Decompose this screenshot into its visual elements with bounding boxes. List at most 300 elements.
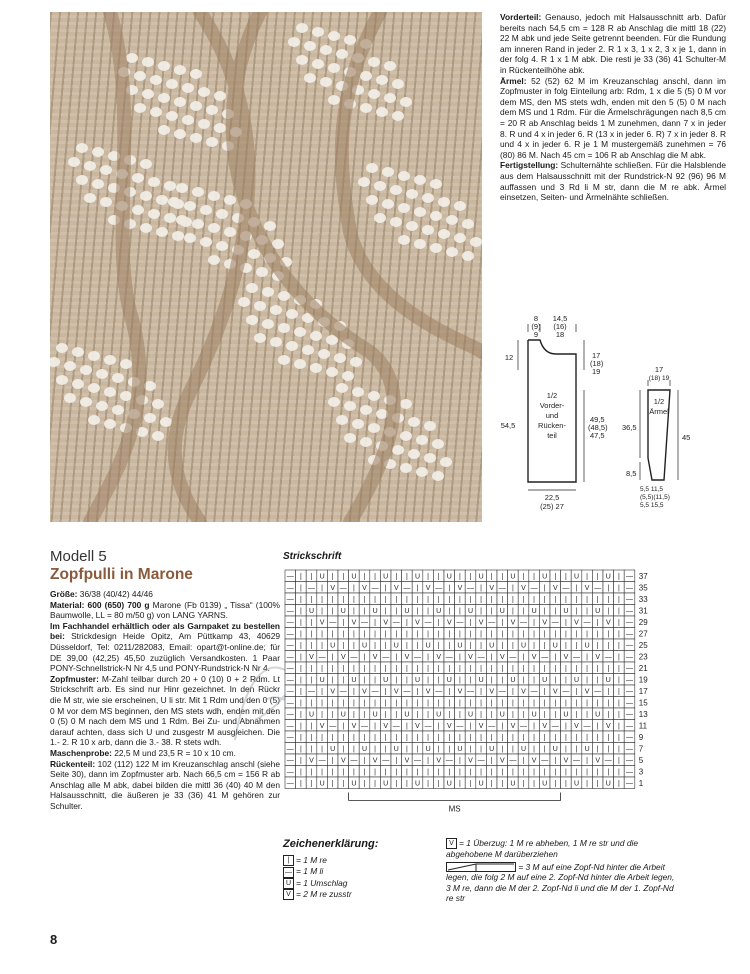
chart-symbol: — <box>626 780 633 788</box>
chart-symbol: | <box>299 665 302 673</box>
chart-symbol: | <box>416 665 419 673</box>
chart-symbol: — <box>414 654 421 661</box>
lace-hole <box>216 209 228 219</box>
chart-symbol: | <box>331 573 334 581</box>
lace-hole <box>200 205 212 215</box>
chart-symbol: — <box>286 723 294 730</box>
chart-symbol: U <box>372 608 378 615</box>
legend-title: Zeichenerklärung: <box>283 838 379 850</box>
chart-symbol: V <box>351 723 357 730</box>
chart-symbol: — <box>286 619 294 627</box>
lace-hole <box>352 387 364 397</box>
chart-symbol: — <box>626 757 633 765</box>
chart-symbol: | <box>596 723 599 730</box>
chart-symbol: | <box>596 734 599 742</box>
chart-symbol: | <box>596 700 599 707</box>
chart-symbol: | <box>342 780 345 788</box>
chart-symbol: — <box>626 734 633 742</box>
chart-symbol: | <box>299 688 302 696</box>
lace-hole <box>336 383 348 393</box>
chart-symbol: | <box>543 585 546 592</box>
zopfmuster-text: M-Zahl teilbar durch 20 + 0 (10) 0 + 2 Rdm. Lt Strickschrift arb. Es sind nur Hinr gezeichnet. In den Rückr die M str, wie sie erscheinen, U li str. Mit 1 Rdm und den 0 (5) 0 M vor dem MS beginnen, den MS stets wdh, enden mit den 0 (5) 0 M nach dem MS und 1 Rdm. Bei Zu- und Abnahmen darauf achten, dass sich U und zusgestr M ausgleichen. Die 1.- 2. R 10 x arb, dann die 3.- 38. R stets wdh. <box>50 673 280 748</box>
chart-symbol: | <box>416 769 419 776</box>
chart-symbol: | <box>299 654 302 661</box>
chart-symbol: | <box>352 734 355 742</box>
lace-hole <box>328 95 340 105</box>
chart-symbol: | <box>501 677 504 684</box>
chart-symbol: | <box>564 596 567 604</box>
lace-hole <box>184 201 196 211</box>
lace-hole <box>238 297 250 307</box>
chart-symbol: — <box>286 654 294 661</box>
dim-neck-depth: 12 <box>504 353 514 362</box>
chart-row-label: 9 <box>638 733 644 742</box>
chart-symbol: | <box>586 700 589 707</box>
chart-symbol: | <box>575 746 578 753</box>
chart-symbol: | <box>607 631 610 638</box>
chart-symbol: V <box>457 585 463 592</box>
maschenprobe-text: 22,5 M und 23,5 R = 10 x 10 cm. <box>114 747 236 758</box>
lace-hole <box>64 361 76 371</box>
chart-symbol: — <box>541 757 549 765</box>
lace-hole <box>414 207 426 217</box>
chart-symbol: | <box>490 665 493 673</box>
chart-symbol: | <box>448 734 451 742</box>
chart-symbol: U <box>351 677 357 684</box>
chart-symbol: | <box>384 665 387 673</box>
chart-symbol: | <box>522 608 525 615</box>
chart-row-label: 13 <box>638 710 648 719</box>
chart-symbol: V <box>393 585 399 592</box>
chart-symbol: | <box>395 769 398 776</box>
chart-symbol: U <box>319 573 325 581</box>
knit-swatch-photo <box>50 12 482 522</box>
chart-symbol: | <box>374 631 377 638</box>
chart-symbol: | <box>437 631 440 638</box>
chart-symbol: U <box>467 711 474 719</box>
chart-symbol: | <box>342 677 345 684</box>
chart-symbol: | <box>321 769 324 776</box>
chart-symbol: | <box>511 642 514 650</box>
chart-symbol: | <box>617 746 620 753</box>
chart-symbol: | <box>501 746 504 753</box>
chart-symbol: | <box>575 734 578 742</box>
chart-symbol: U <box>457 746 463 753</box>
chart-symbol: V <box>404 757 410 765</box>
chart-symbol: | <box>617 619 620 627</box>
chart-symbol: | <box>490 700 493 707</box>
chart-symbol: U <box>531 608 537 615</box>
chart-symbol: | <box>533 596 536 604</box>
chart-row-label: 21 <box>638 664 648 673</box>
chart-symbol: | <box>543 688 546 696</box>
chart-symbol: — <box>626 723 633 730</box>
lace-hole <box>158 125 170 135</box>
chart-symbol: U <box>383 677 389 684</box>
dim-sleeve-cuff: 8,5 <box>626 469 637 478</box>
lace-hole <box>134 103 146 113</box>
lace-hole <box>84 193 96 203</box>
lace-hole <box>360 405 372 415</box>
chart-symbol: | <box>363 757 366 765</box>
chart-symbol: | <box>310 746 313 753</box>
lace-hole <box>438 229 450 239</box>
lace-hole <box>470 237 482 247</box>
chart-symbol: | <box>448 769 451 776</box>
lace-hole <box>156 195 168 205</box>
chart-symbol: — <box>626 608 633 615</box>
chart-symbol: U <box>510 780 516 788</box>
chart-symbol: | <box>533 723 536 730</box>
chart-symbol: | <box>405 619 408 627</box>
chart-symbol: — <box>467 688 474 696</box>
chart-symbol: | <box>575 608 578 615</box>
chart-symbol: | <box>522 780 525 788</box>
chart-symbol: U <box>425 746 431 753</box>
lace-hole <box>278 323 290 333</box>
lace-hole <box>80 397 92 407</box>
chart-symbol: | <box>617 723 620 730</box>
chart-symbol: | <box>564 642 567 650</box>
chart-symbol: | <box>299 596 302 604</box>
chart-symbol: | <box>416 711 419 719</box>
chart-symbol: — <box>318 757 326 765</box>
chart-symbol: | <box>458 677 461 684</box>
lace-hole <box>140 223 152 233</box>
chart-symbol: | <box>596 665 599 673</box>
chart-symbol: — <box>445 757 453 765</box>
chart-symbol: U <box>489 746 495 753</box>
lace-hole <box>408 417 420 427</box>
chart-symbol: | <box>437 734 440 742</box>
chart-symbol: | <box>522 734 525 742</box>
chart-symbol: | <box>331 596 334 604</box>
lace-hole <box>88 351 100 361</box>
chart-symbol: | <box>299 677 302 684</box>
chart-symbol: | <box>617 711 620 719</box>
chart-symbol: | <box>469 677 472 684</box>
chart-symbol: | <box>427 734 430 742</box>
chart-symbol: | <box>321 585 324 592</box>
chart-symbol: | <box>533 665 536 673</box>
lace-hole <box>328 397 340 407</box>
lace-hole <box>248 249 260 259</box>
chart-symbol: — <box>626 596 633 604</box>
vorderteil-label: Vorderteil: <box>500 12 542 22</box>
chart-symbol: | <box>501 573 504 581</box>
chart-symbol: | <box>395 757 398 765</box>
chart-symbol: | <box>480 608 483 615</box>
lace-hole <box>76 143 88 153</box>
chart-symbol: | <box>342 665 345 673</box>
chart-symbol: | <box>490 596 493 604</box>
chart-symbol: U <box>573 573 580 581</box>
chart-symbol: | <box>469 734 472 742</box>
chart-symbol: | <box>458 780 461 788</box>
chart-row-label: 11 <box>638 721 648 731</box>
chart-symbol: | <box>617 596 620 604</box>
chart-symbol: | <box>533 677 536 684</box>
lace-hole <box>368 423 380 433</box>
chart-symbol: | <box>543 665 546 673</box>
dim-side-height-3: 47,5 <box>590 431 605 440</box>
chart-symbol: — <box>498 688 506 696</box>
chart-symbol: V <box>478 723 484 730</box>
lace-hole <box>462 251 474 261</box>
chart-symbol: | <box>607 608 610 615</box>
lace-hole <box>344 401 356 411</box>
chart-symbol: | <box>554 608 557 615</box>
chart-symbol: — <box>403 688 411 696</box>
chart-symbol: | <box>564 631 567 638</box>
lace-hole <box>208 255 220 265</box>
lace-hole <box>200 237 212 247</box>
chart-symbol: — <box>382 654 390 661</box>
chart-symbol: V <box>552 688 558 696</box>
lace-hole <box>76 175 88 185</box>
dim-sleeve-upper: 36,5 <box>622 423 637 432</box>
sleeve-label-1: 1/2 <box>653 397 665 406</box>
chart-symbol: | <box>437 700 440 707</box>
lace-hole <box>256 267 268 277</box>
chart-symbol: | <box>374 746 377 753</box>
lace-hole <box>408 449 420 459</box>
chart-symbol: U <box>319 677 325 684</box>
chart-symbol: | <box>458 573 461 581</box>
lace-hole <box>304 41 316 51</box>
chart-symbol: | <box>533 746 536 753</box>
chart-symbol: | <box>321 631 324 638</box>
chart-symbol: U <box>393 746 399 753</box>
garment-schematic <box>500 310 730 515</box>
chart-symbol: U <box>414 677 421 684</box>
chart-symbol: | <box>363 654 366 661</box>
chart-symbol: V <box>372 757 378 765</box>
fertigstellung-label: Fertigstellung: <box>500 160 559 171</box>
chart-symbol: U <box>308 608 315 615</box>
chart-symbol: U <box>414 573 421 581</box>
chart-symbol: | <box>299 723 302 730</box>
chart-symbol: | <box>586 711 589 719</box>
chart-symbol: | <box>543 746 546 753</box>
chart-symbol: U <box>308 711 315 719</box>
chart-symbol: — <box>286 746 294 753</box>
chart-symbol: U <box>446 780 452 788</box>
chart-symbol: V <box>383 619 389 627</box>
chart-symbol: | <box>352 596 355 604</box>
lace-hole <box>424 421 436 431</box>
chart-symbol: | <box>458 757 461 765</box>
lace-hole <box>206 105 218 115</box>
chart-symbol: V <box>552 585 558 592</box>
chart-symbol: U <box>489 642 495 650</box>
chart-symbol: | <box>299 585 302 592</box>
chart-symbol: | <box>617 573 620 581</box>
lace-hole <box>400 399 412 409</box>
chart-symbol: V <box>425 688 431 696</box>
chart-symbol: | <box>607 642 610 650</box>
chart-symbol: — <box>626 711 633 719</box>
chart-symbol: | <box>469 665 472 673</box>
lace-hole <box>398 171 410 181</box>
chart-symbol: | <box>543 642 546 650</box>
lace-hole <box>310 331 322 341</box>
chart-symbol: | <box>458 654 461 661</box>
lace-hole <box>360 71 372 81</box>
chart-symbol: | <box>363 677 366 684</box>
chart-symbol: — <box>392 723 400 730</box>
chart-symbol: | <box>321 734 324 742</box>
lace-hole <box>112 405 124 415</box>
chart-symbol: U <box>446 677 452 684</box>
dim-side-height: 49,5 <box>590 415 605 424</box>
lace-hole <box>342 371 354 381</box>
lace-hole <box>198 119 210 129</box>
lace-hole <box>174 65 186 75</box>
chart-symbol: — <box>541 654 549 661</box>
chart-symbol: — <box>424 619 432 627</box>
chart-symbol: | <box>596 769 599 776</box>
chart-row-label: 29 <box>638 618 648 627</box>
chart-symbol: V <box>605 723 611 730</box>
chart-symbol: | <box>554 780 557 788</box>
chart-symbol: | <box>490 769 493 776</box>
chart-symbol: | <box>321 700 324 707</box>
chart-symbol: | <box>363 631 366 638</box>
chart-symbol: — <box>520 723 527 730</box>
chart-row-label: 37 <box>638 572 648 581</box>
chart-symbol: | <box>384 688 387 696</box>
lace-hole <box>286 309 298 319</box>
chart-symbol: | <box>321 596 324 604</box>
chart-symbol: | <box>427 665 430 673</box>
dim-armhole-3: 19 <box>592 367 601 376</box>
chart-symbol: | <box>617 631 620 638</box>
chart-symbol: — <box>551 619 559 627</box>
chart-symbol: | <box>501 619 504 627</box>
lace-hole <box>224 195 236 205</box>
chart-symbol: | <box>352 608 355 615</box>
chart-symbol: | <box>352 688 355 696</box>
lace-hole <box>336 49 348 59</box>
chart-symbol: | <box>384 769 387 776</box>
chart-symbol: | <box>511 688 514 696</box>
chart-symbol: U <box>351 573 357 581</box>
chart-symbol: | <box>458 596 461 604</box>
chart-symbol: | <box>586 654 589 661</box>
chart-symbol: | <box>448 746 451 753</box>
lace-hole <box>278 355 290 365</box>
chart-symbol: | <box>342 734 345 742</box>
chart-symbol: | <box>533 769 536 776</box>
lace-hole <box>88 415 100 425</box>
lace-hole <box>148 177 160 187</box>
dim-armhole-2: (18) <box>590 359 604 368</box>
lace-hole <box>432 471 444 481</box>
chart-symbol: | <box>331 700 334 707</box>
chart-symbol: | <box>554 711 557 719</box>
chart-symbol: | <box>342 573 345 581</box>
lace-hole <box>344 433 356 443</box>
lace-hole <box>366 163 378 173</box>
lace-hole <box>174 97 186 107</box>
lace-hole <box>92 179 104 189</box>
chart-symbol: | <box>490 780 493 788</box>
lace-hole <box>392 79 404 89</box>
chart-symbol: — <box>456 619 464 627</box>
chart-symbol: | <box>384 700 387 707</box>
lace-hole <box>358 177 370 187</box>
rueckenteil-text: 102 (112) 122 M im Kreuzanschlag anschl (siehe Seite 30), dann im Zopfmuster arb. Nach 66,5 cm = 156 R ab Anschlag alle M abk, dabei bilden die mittl 36 (40) 40 M den Halsausschnitt, die äußeren je 33 (36) 41 M gehören zur Schulter. <box>50 758 280 811</box>
chart-symbol: | <box>374 642 377 650</box>
chart-symbol: | <box>321 711 324 719</box>
chart-symbol: | <box>299 619 302 627</box>
dim-shoulder-width: 14,5 <box>552 314 568 323</box>
chart-symbol: | <box>395 665 398 673</box>
chart-symbol: | <box>543 711 546 719</box>
chart-symbol: | <box>522 654 525 661</box>
dim-sleeve-bottom-2: (5,5)(11,5) <box>640 494 670 501</box>
chart-symbol: | <box>511 746 514 753</box>
chart-symbol: U <box>383 573 389 581</box>
chart-symbol: | <box>607 769 610 776</box>
dim-neck-width: 8 <box>533 314 539 323</box>
chart-symbol: — <box>308 585 315 592</box>
chart-symbol: U <box>520 746 527 753</box>
lace-hole <box>112 373 124 383</box>
lace-hole <box>134 71 146 81</box>
chart-symbol: | <box>331 665 334 673</box>
chart-row-label: 35 <box>638 583 648 593</box>
aermel-text: 52 (52) 62 M im Kreuzanschlag anschl, dann im Zopfmuster in folg Einteilung arb: Rdm, 1 x die 5 (5) 0 M vor dem MS, den MS stets wdh, enden mit den 5 (5) 0 M nach dem MS und 1 Rdm. Für die Ärmelschrägungen nach 8,5 cm = 20 R ab Anschlag beids 1 M zunehmen, dann 7 x in jeder 8. R und 4 x in jeder 6. R (13 x in jeder 6. R) 7 x in jeder 8. R und 4 x in jeder 6. R je 1 M mustergemäß zunehmen = 76 (80) 86 M. Nach 45 cm = 106 R ab Anschlag die M abk. <box>500 75 726 160</box>
groesse-label: Größe: <box>50 589 78 599</box>
chart-symbol: — <box>286 665 294 673</box>
chart-symbol: | <box>564 723 567 730</box>
chart-symbol: | <box>554 769 557 776</box>
chart-symbol: | <box>321 608 324 615</box>
chart-symbol: — <box>286 734 294 742</box>
lace-hole <box>430 179 442 189</box>
chart-symbol: | <box>607 700 610 707</box>
chart-symbol: | <box>564 665 567 673</box>
chart-symbol: U <box>542 780 548 788</box>
lace-hole <box>392 111 404 121</box>
lace-hole <box>56 343 68 353</box>
chart-symbol: | <box>342 723 345 730</box>
chart-symbol: | <box>596 780 599 788</box>
chart-symbol: | <box>352 711 355 719</box>
lace-hole <box>126 53 138 63</box>
dim-side-height-2: (48,5) <box>588 423 608 432</box>
chart-symbol: | <box>596 677 599 684</box>
lace-hole <box>390 217 402 227</box>
chart-row-label: 5 <box>638 756 644 765</box>
chart-symbol: | <box>437 723 440 730</box>
chart-symbol: U <box>584 746 590 753</box>
chart-symbol: | <box>352 769 355 776</box>
chart-symbol: | <box>543 700 546 707</box>
body-label-5: teil <box>547 431 557 440</box>
chart-symbol: — <box>308 688 315 696</box>
lace-hole <box>72 379 84 389</box>
chart-symbol: | <box>448 711 451 719</box>
lace-hole <box>438 197 450 207</box>
chart-symbol: — <box>339 585 347 592</box>
chart-symbol: V <box>319 619 325 627</box>
legend-item-cable: = 3 M auf eine Zopf-Nd hinter die Arbeit legen, die folg 2 M auf eine 2. Zopf-Nd hinter die Arbeit legen, 3 M re, dann die M der 2. Zopf-Nd li und die M der 1. Zopf-Nd re str <box>446 861 675 904</box>
chart-symbol: | <box>564 677 567 684</box>
chart-symbol: U <box>584 642 590 650</box>
